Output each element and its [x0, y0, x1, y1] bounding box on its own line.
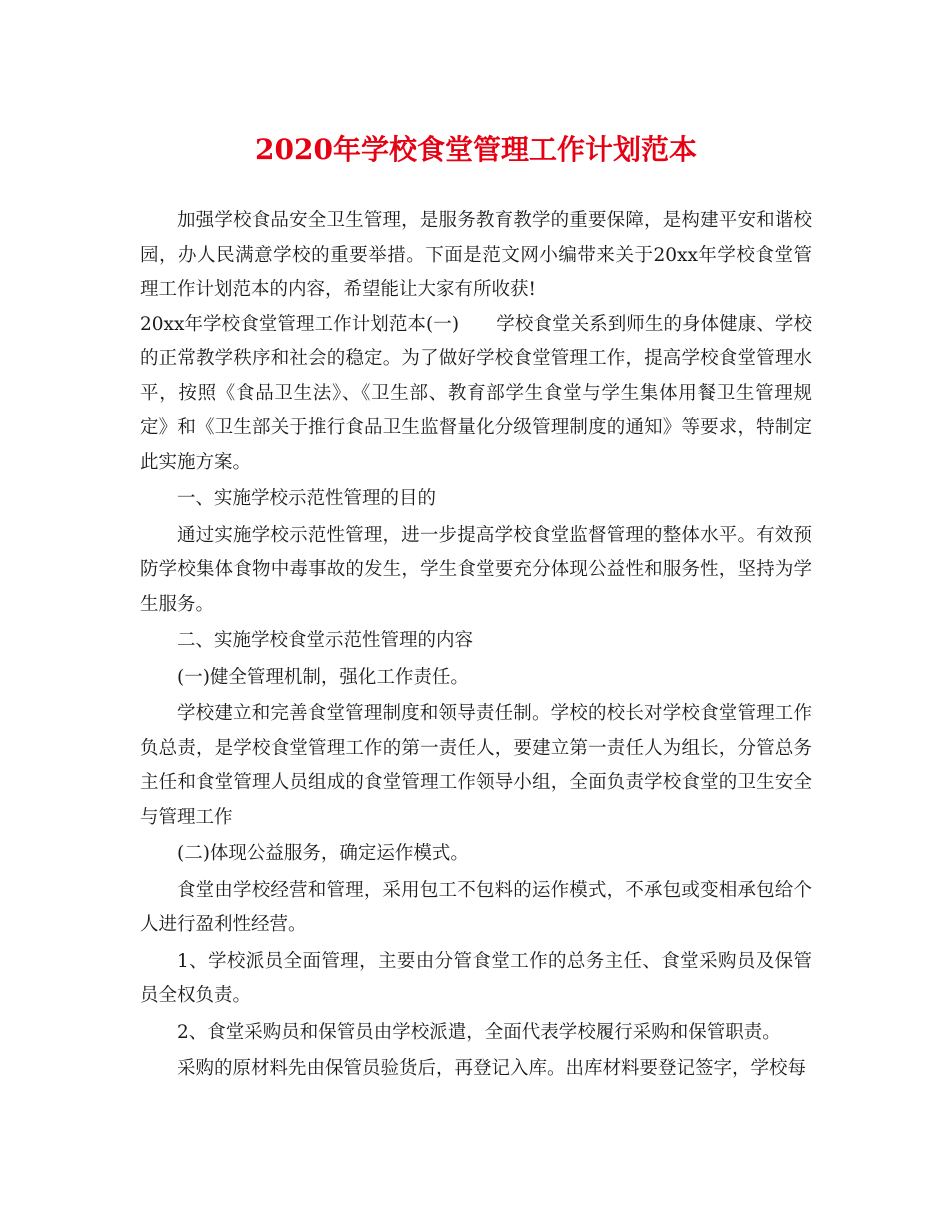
paragraph-intro: 加强学校食品安全卫生管理，是服务教育教学的重要保障，是构建平安和谐校园，办人民满意学校的重要举措。下面是范文网小编带来关于20xx年学校食堂管理工作计划范本的内容，希望能让大家有所收获!: [140, 210, 812, 300]
heading-section-one: 一、实施学校示范性管理的目的: [177, 488, 437, 509]
subheading-public-service: (二)体现公益服务，确定运作模式。: [177, 843, 469, 864]
subheading-mechanism: (一)健全管理机制，强化工作责任。: [177, 666, 469, 688]
paragraph-responsibility: 学校建立和完善食堂管理制度和领导责任制。学校的校长对学校食堂管理工作负总责，是学校食堂管理工作的第一责任人，要建立第一责任人为组长，分管总务主任和食堂管理人员组成的食堂管理工作领导小组，全面负责学校食堂的卫生安全与管理工作: [140, 703, 812, 828]
heading-section-two: 二、实施学校食堂示范性管理的内容: [177, 630, 474, 651]
paragraph-procurement: 采购的原材料先由保管员验货后，再登记入库。出库材料要登记签字，学校每: [177, 1058, 807, 1079]
document-body: [140, 204, 812, 1087]
paragraph-purpose: 通过实施学校示范性管理，进一步提高学校食堂监督管理的整体水平。有效预防学校集体食物中毒事故的发生，学生食堂要充分体现公益性和服务性，坚持为学生服务。: [140, 524, 812, 615]
list-item-2: 2、食堂采购员和保管员由学校派遣，全面代表学校履行采购和保管职责。: [177, 1021, 781, 1043]
list-item-1: 1、学校派员全面管理，主要由分管食堂工作的总务主任、食堂采购员及保管员全权负责。: [140, 950, 812, 1006]
paragraph-plan-one: 20xx年学校食堂管理工作计划范本(一) 学校食堂关系到师生的身体健康、学校的正常教学秩序和社会的稳定。为了做好学校食堂管理工作，提高学校食堂管理水平，按照《食品卫生法》、《卫生部、教育部学生食堂与学生集体用餐卫生管理规定》和《卫生部关于推行食品卫生监督量化分级管理制度的通知》等要求，特制定此实施方案。: [140, 313, 812, 473]
paragraph-operation-mode: 食堂由学校经营和管理，采用包工不包料的运作模式，不承包或变相承包给个人进行盈利性经营。: [140, 879, 812, 935]
document-title: 2020年学校食堂管理工作计划范本: [255, 133, 697, 166]
